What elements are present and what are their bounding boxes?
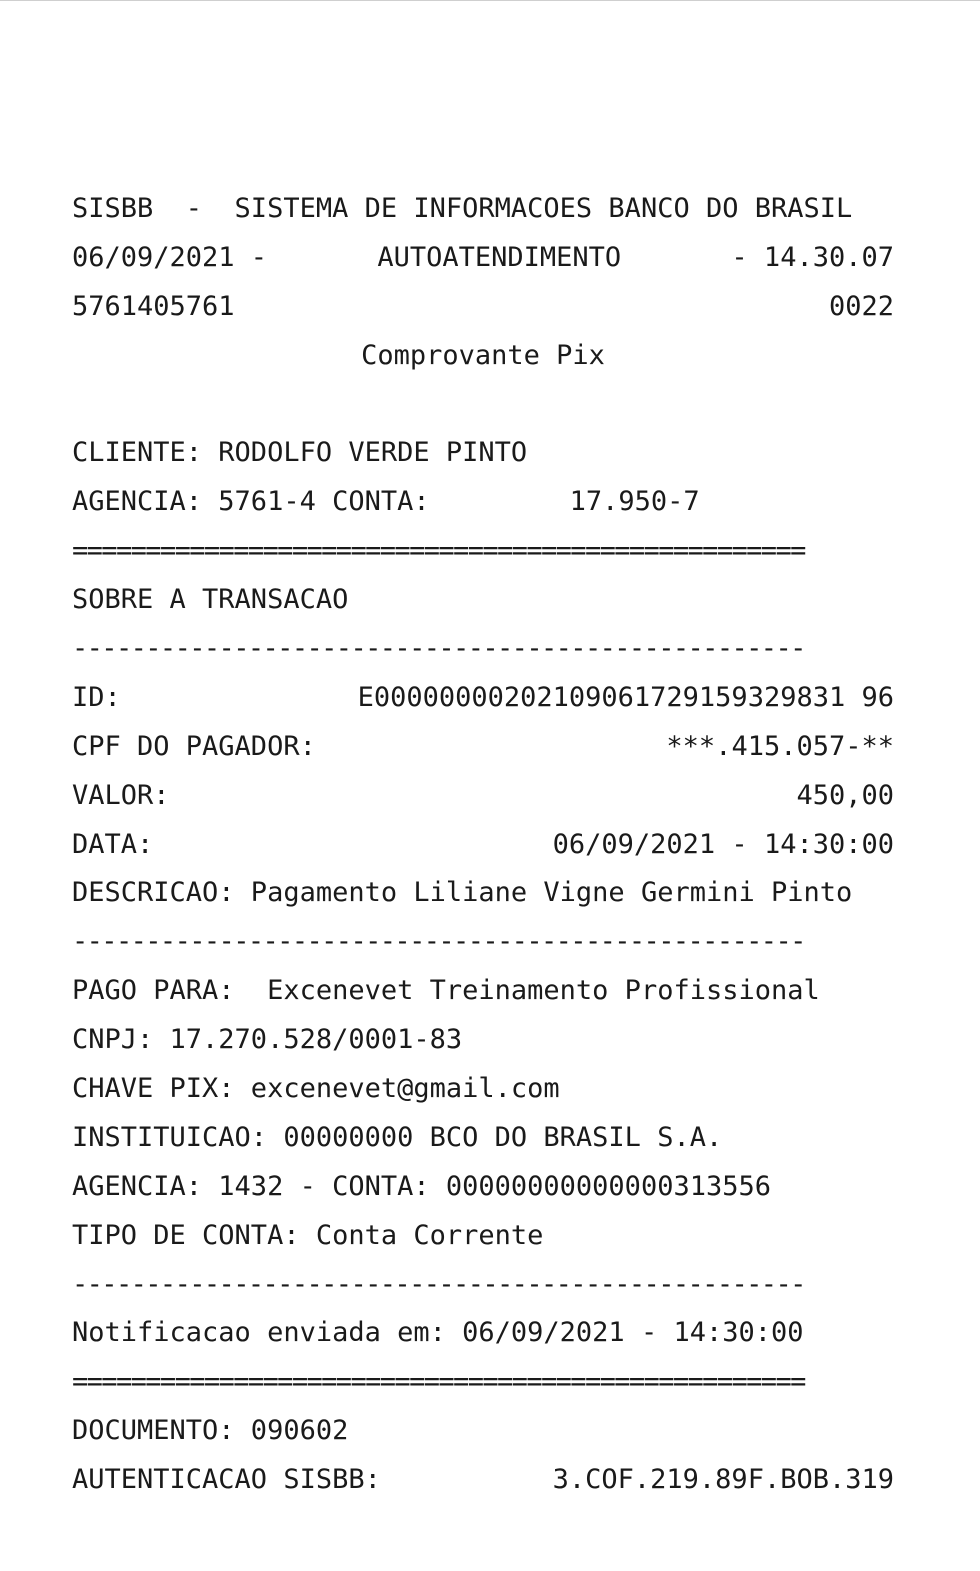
notification-text: Notificacao enviada em: 06/09/2021 - 14:30:00: [72, 1317, 804, 1349]
client-account-line: [72, 478, 894, 527]
client-account: 17.950-7: [569, 486, 700, 518]
valor-label: VALOR:: [72, 779, 170, 811]
instituicao-line: [72, 1114, 894, 1163]
notification-line: [72, 1309, 894, 1358]
id-value: E00000000202109061729159329831 96: [357, 681, 894, 713]
documento-line: [72, 1407, 894, 1456]
sequence-number: 0022: [828, 290, 894, 322]
data-line: [72, 821, 894, 870]
descricao-text: DESCRICAO: Pagamento Liliane Vigne Germini Pinto: [72, 877, 853, 909]
single-rule: --------------------------------------------------: [72, 926, 805, 958]
valor-line: [72, 772, 894, 821]
header-date: 06/09/2021 -: [72, 241, 268, 273]
receipt-title: Comprovante Pix: [361, 339, 605, 371]
tipo-conta-line: [72, 1212, 894, 1261]
date-channel-line: [72, 234, 894, 283]
cpf-value: ***.415.057-**: [666, 730, 894, 762]
tipo-conta-text: TIPO DE CONTA: Conta Corrente: [72, 1219, 544, 1251]
pago-para-text: PAGO PARA: Excenevet Treinamento Profissional: [72, 975, 820, 1007]
pago-para-line: [72, 967, 894, 1016]
cnpj-line: [72, 1016, 894, 1065]
system-line: [72, 185, 894, 234]
terminal-number: 5761405761: [72, 290, 235, 322]
id-line: [72, 674, 894, 723]
transaction-section-title: SOBRE A TRANSACAO: [72, 584, 349, 616]
header-channel: AUTOATENDIMENTO: [377, 241, 622, 273]
cnpj-text: CNPJ: 17.270.528/0001-83: [72, 1024, 463, 1056]
single-rule: --------------------------------------------------: [72, 1268, 805, 1300]
receipt-title-line: [72, 332, 894, 381]
header-time: - 14.30.07: [731, 241, 894, 273]
double-rule: ==================================================: [72, 1366, 805, 1398]
id-label: ID:: [72, 681, 121, 713]
cpf-line: [72, 723, 894, 772]
spacer: [72, 381, 894, 430]
data-label: DATA:: [72, 828, 154, 860]
autenticacao-label: AUTENTICACAO SISBB:: [72, 1464, 381, 1496]
system-title: SISBB - SISTEMA DE INFORMACOES BANCO DO BRASIL: [72, 193, 853, 224]
pix-receipt: [72, 185, 894, 1505]
transaction-section-line: [72, 576, 894, 625]
autenticacao-line: [72, 1456, 894, 1505]
instituicao-text: INSTITUICAO: 00000000 BCO DO BRASIL S.A.: [72, 1121, 723, 1153]
valor-value: 450,00: [796, 779, 894, 811]
client-agency: AGENCIA: 5761-4 CONTA:: [72, 486, 430, 518]
descricao-line: [72, 869, 894, 918]
chave-pix-line: [72, 1065, 894, 1114]
cpf-label: CPF DO PAGADOR:: [72, 730, 316, 762]
double-rule: ==================================================: [72, 535, 805, 567]
terminal-line: [72, 283, 894, 332]
client-line: [72, 429, 894, 478]
payee-agencia-text: AGENCIA: 1432 - CONTA: 00000000000000313556: [72, 1170, 771, 1202]
documento-text: DOCUMENTO: 090602: [72, 1415, 349, 1447]
client-name: CLIENTE: RODOLFO VERDE PINTO: [72, 437, 528, 469]
payee-agencia-line: [72, 1163, 894, 1212]
data-value: 06/09/2021 - 14:30:00: [552, 828, 894, 860]
chave-pix-text: CHAVE PIX: excenevet@gmail.com: [72, 1073, 560, 1105]
autenticacao-value: 3.COF.219.89F.BOB.319: [552, 1464, 894, 1496]
single-rule: --------------------------------------------------: [72, 633, 805, 665]
